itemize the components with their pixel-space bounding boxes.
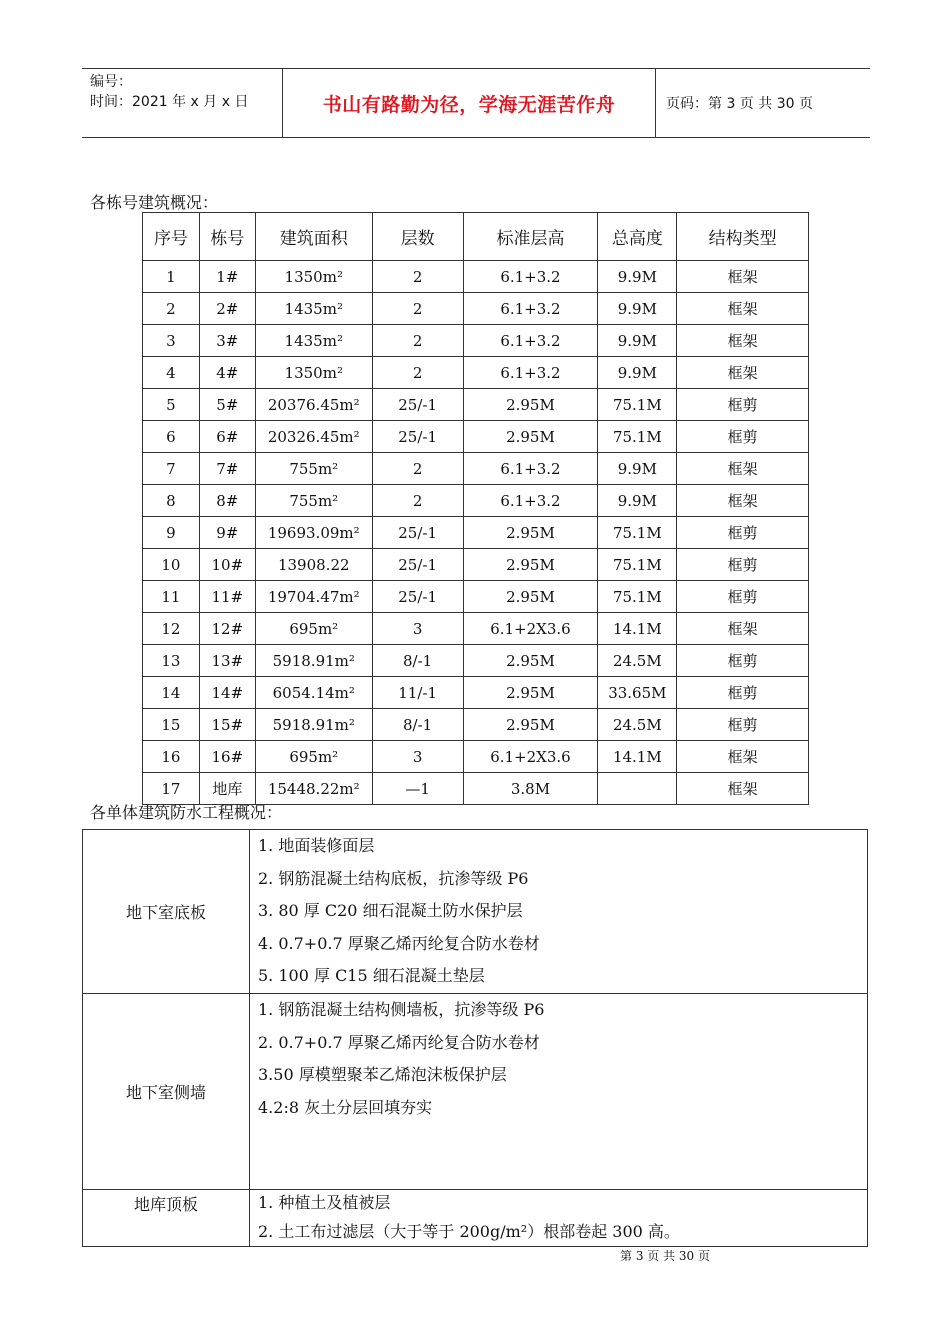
waterproof-item: 1. 地面装修面层	[258, 836, 375, 856]
table-cell: 755m²	[255, 453, 372, 485]
table-cell: 6.1+3.2	[463, 261, 598, 293]
table-cell: 2	[143, 293, 200, 325]
header-page-label: 页码：第 3 页 共 30 页	[666, 96, 813, 112]
section-buildings-title: 各栋号建筑概况：	[90, 193, 219, 212]
table-cell: 框架	[677, 741, 809, 773]
doc-time-label: 时间：2021 年 x 月 x 日	[90, 94, 249, 110]
table-cell: 框剪	[677, 645, 809, 677]
table-cell: 15	[143, 709, 200, 741]
table-cell: 20326.45m²	[255, 421, 372, 453]
table-cell: 3	[143, 325, 200, 357]
table-cell: 框剪	[677, 421, 809, 453]
table-cell: 框架	[677, 485, 809, 517]
table-cell: 地库	[199, 773, 255, 805]
table-row	[143, 389, 809, 421]
table-cell: 2	[372, 261, 463, 293]
table-row	[143, 485, 809, 517]
table-row	[143, 581, 809, 613]
table-cell: 16	[143, 741, 200, 773]
table-cell: 11	[143, 581, 200, 613]
table-row	[143, 357, 809, 389]
table-cell: 25/-1	[372, 581, 463, 613]
waterproof-item: 1. 钢筋混凝土结构侧墙板，抗渗等级 P6	[258, 1000, 545, 1019]
table-cell: 14.1M	[598, 741, 677, 773]
waterproof-table	[82, 829, 868, 1247]
table-cell: 11/-1	[372, 677, 463, 709]
table-cell: 2.95M	[463, 645, 598, 677]
table-cell: 13908.22	[255, 549, 372, 581]
buildings-table	[142, 212, 809, 805]
table-cell: 25/-1	[372, 389, 463, 421]
waterproof-items	[250, 1190, 868, 1247]
table-row	[143, 645, 809, 677]
table-cell: 8/-1	[372, 645, 463, 677]
column-header: 序号	[143, 213, 200, 261]
table-cell: 框架	[677, 613, 809, 645]
table-cell: 755m²	[255, 485, 372, 517]
table-cell: 14	[143, 677, 200, 709]
table-cell: 框剪	[677, 517, 809, 549]
table-cell: 9#	[199, 517, 255, 549]
table-cell: 3	[372, 613, 463, 645]
table-cell: 10	[143, 549, 200, 581]
table-cell: 3#	[199, 325, 255, 357]
table-cell: 33.65M	[598, 677, 677, 709]
table-cell: 9.9M	[598, 485, 677, 517]
waterproof-item: 3.50 厚模塑聚苯乙烯泡沫板保护层	[258, 1065, 507, 1085]
table-cell: 10#	[199, 549, 255, 581]
table-cell: 5918.91m²	[255, 645, 372, 677]
table-row	[143, 709, 809, 741]
table-row	[143, 325, 809, 357]
table-cell: 8/-1	[372, 709, 463, 741]
table-cell: 4	[143, 357, 200, 389]
table-cell: 75.1M	[598, 549, 677, 581]
table-cell: 17	[143, 773, 200, 805]
table-cell: 9.9M	[598, 453, 677, 485]
header-meta	[82, 69, 282, 137]
table-cell: 2.95M	[463, 709, 598, 741]
waterproof-label: 地库顶板	[83, 1190, 250, 1247]
column-header: 标准层高	[463, 213, 598, 261]
table-cell: 2	[372, 357, 463, 389]
table-cell: 2	[372, 293, 463, 325]
waterproof-item: 4.2:8 灰土分层回填夯实	[258, 1097, 433, 1117]
waterproof-item: 4. 0.7+0.7 厚聚乙烯丙纶复合防水卷材	[258, 933, 540, 953]
table-row	[143, 741, 809, 773]
waterproof-items	[250, 994, 868, 1190]
table-cell: 24.5M	[598, 709, 677, 741]
table-cell: 2	[372, 485, 463, 517]
table-cell: 9.9M	[598, 325, 677, 357]
waterproof-item: 2. 0.7+0.7 厚聚乙烯丙纶复合防水卷材	[258, 1032, 540, 1052]
table-cell: 6.1+3.2	[463, 325, 598, 357]
table-cell: 3.8M	[463, 773, 598, 805]
table-cell: 6.1+2X3.6	[463, 741, 598, 773]
table-cell: 框架	[677, 293, 809, 325]
table-cell: 12#	[199, 613, 255, 645]
table-cell: 75.1M	[598, 421, 677, 453]
column-header: 层数	[372, 213, 463, 261]
table-cell: 7	[143, 453, 200, 485]
table-cell: 1350m²	[255, 261, 372, 293]
waterproof-item: 2. 土工布过滤层（大于等于 200g/m²）根部卷起 300 高。	[258, 1222, 680, 1241]
table-cell: 24.5M	[598, 645, 677, 677]
table-cell: 1350m²	[255, 357, 372, 389]
table-cell: 8	[143, 485, 200, 517]
table-cell: 75.1M	[598, 517, 677, 549]
table-cell: 8#	[199, 485, 255, 517]
table-cell: 15#	[199, 709, 255, 741]
section-waterproof-title: 各单体建筑防水工程概况：	[90, 803, 283, 822]
waterproof-item: 3. 80 厚 C20 细石混凝土防水保护层	[258, 901, 523, 921]
table-header-row	[143, 213, 809, 261]
table-cell: 5918.91m²	[255, 709, 372, 741]
table-row	[143, 677, 809, 709]
table-cell: 9.9M	[598, 357, 677, 389]
table-cell: 1435m²	[255, 293, 372, 325]
table-cell: 12	[143, 613, 200, 645]
waterproof-row	[83, 1190, 868, 1247]
table-cell: 框架	[677, 325, 809, 357]
table-cell: 框架	[677, 453, 809, 485]
table-cell: 2.95M	[463, 389, 598, 421]
table-cell: 9.9M	[598, 293, 677, 325]
table-cell: 25/-1	[372, 421, 463, 453]
table-cell: 2.95M	[463, 677, 598, 709]
table-row	[143, 517, 809, 549]
table-cell: 4#	[199, 357, 255, 389]
table-cell: 15448.22m²	[255, 773, 372, 805]
column-header: 建筑面积	[255, 213, 372, 261]
table-cell: 2#	[199, 293, 255, 325]
table-cell: 75.1M	[598, 581, 677, 613]
table-cell: 6.1+3.2	[463, 357, 598, 389]
table-row	[143, 453, 809, 485]
column-header: 总高度	[598, 213, 677, 261]
table-cell: 1#	[199, 261, 255, 293]
table-cell: 11#	[199, 581, 255, 613]
table-cell: 6.1+2X3.6	[463, 613, 598, 645]
table-cell: 2.95M	[463, 421, 598, 453]
table-cell: 1435m²	[255, 325, 372, 357]
waterproof-label: 地下室侧墙	[83, 994, 250, 1190]
table-cell: 13#	[199, 645, 255, 677]
table-cell: 框剪	[677, 389, 809, 421]
table-cell: 9	[143, 517, 200, 549]
table-cell: 20376.45m²	[255, 389, 372, 421]
table-cell: 2.95M	[463, 549, 598, 581]
table-cell: 75.1M	[598, 389, 677, 421]
table-cell: 2	[372, 325, 463, 357]
table-cell: 5	[143, 389, 200, 421]
table-cell: 25/-1	[372, 549, 463, 581]
table-row	[143, 421, 809, 453]
table-cell: 框剪	[677, 677, 809, 709]
table-cell: 6#	[199, 421, 255, 453]
table-row	[143, 613, 809, 645]
table-cell: 2.95M	[463, 517, 598, 549]
header-motto: 书山有路勤为径，学海无涯苦作舟	[282, 69, 656, 137]
waterproof-item: 5. 100 厚 C15 细石混凝土垫层	[258, 966, 485, 986]
table-cell: 1	[143, 261, 200, 293]
table-cell: 框架	[677, 261, 809, 293]
table-cell: 6	[143, 421, 200, 453]
table-cell: 9.9M	[598, 261, 677, 293]
doc-number-label: 编号：	[90, 74, 132, 90]
waterproof-row	[83, 994, 868, 1190]
table-cell: 5#	[199, 389, 255, 421]
table-cell: 框架	[677, 773, 809, 805]
table-cell: 框架	[677, 357, 809, 389]
table-cell: 框剪	[677, 581, 809, 613]
table-cell: 16#	[199, 741, 255, 773]
waterproof-row	[83, 830, 868, 994]
table-cell: 14.1M	[598, 613, 677, 645]
table-cell: 框剪	[677, 709, 809, 741]
table-row	[143, 261, 809, 293]
table-row	[143, 293, 809, 325]
waterproof-item: 2. 钢筋混凝土结构底板，抗渗等级 P6	[258, 868, 529, 888]
table-cell: 19704.47m²	[255, 581, 372, 613]
table-cell: 6.1+3.2	[463, 485, 598, 517]
table-cell: —1	[372, 773, 463, 805]
table-cell: 7#	[199, 453, 255, 485]
table-cell: 3	[372, 741, 463, 773]
document-header	[82, 68, 870, 138]
table-cell: 13	[143, 645, 200, 677]
waterproof-label: 地下室底板	[83, 830, 250, 994]
table-cell: 6.1+3.2	[463, 453, 598, 485]
table-cell: 2.95M	[463, 581, 598, 613]
table-cell: 6.1+3.2	[463, 293, 598, 325]
table-cell: 695m²	[255, 741, 372, 773]
table-cell: 6054.14m²	[255, 677, 372, 709]
table-row	[143, 549, 809, 581]
table-cell: 2	[372, 453, 463, 485]
waterproof-item: 1. 种植土及植被层	[258, 1193, 391, 1212]
table-cell: 19693.09m²	[255, 517, 372, 549]
table-cell: 框剪	[677, 549, 809, 581]
table-cell	[598, 773, 677, 805]
column-header: 结构类型	[677, 213, 809, 261]
table-cell: 695m²	[255, 613, 372, 645]
page-footer: 第 3 页 共 30 页	[620, 1249, 710, 1263]
column-header: 栋号	[199, 213, 255, 261]
table-cell: 25/-1	[372, 517, 463, 549]
table-cell: 14#	[199, 677, 255, 709]
waterproof-items	[250, 830, 868, 994]
